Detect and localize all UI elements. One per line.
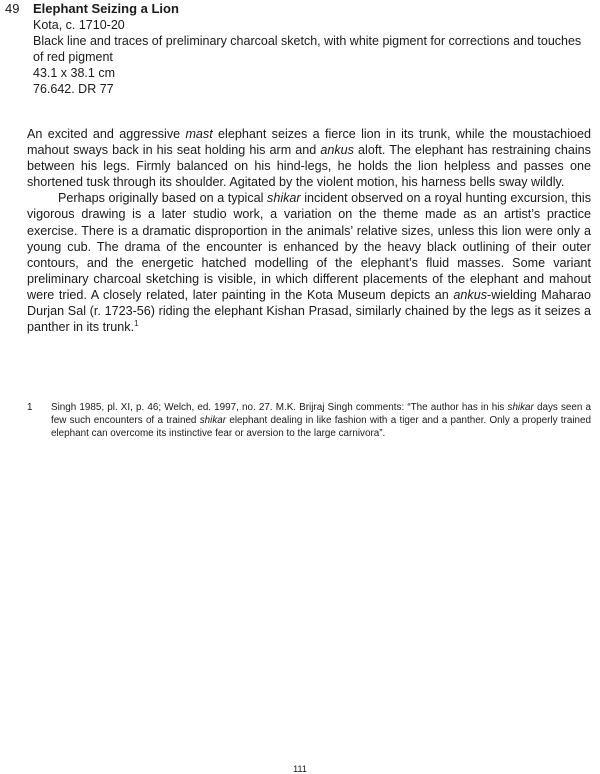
text-run: elephant dealing in like fashion with a tiger and a panther. Only a properly trained elephant can overcome its instinctive fear or aversion to the large carnivora”. bbox=[51, 415, 592, 439]
text-run: aloft. The elephant has restraining chains between his legs. Firmly balanced on his hind-legs, he holds the lion helpless and passes one shortened tusk through its shoulder. Agitated by the violent motion, his harness bells sway wildly. bbox=[27, 143, 591, 190]
page-number: 111 bbox=[293, 764, 307, 774]
entry-title: Elephant Seizing a Lion bbox=[33, 1, 179, 16]
entry-medium: Black line and traces of preliminary charcoal sketch, with white pigment for corrections and touches of red pigment bbox=[33, 34, 582, 64]
text-run: elephant seizes a fierce lion in its trunk, while the moustachioed mahout sways back in his seat holding his arm and bbox=[27, 127, 591, 158]
text-run: incident observed on a royal hunting excursion, this vigorous drawing is a later studio work, a variation on the theme made as an artist’s practice exercise. There is a dramatic disproportion in the animals’ relative sizes, unless this lion were only a young cub. The drama of the encounter is enhanced by the heavy black outlining of their outer contours, and the energetic hatched modelling of the elephant’s fluid masses. Some variant preliminary charcoal sketching is visible, in which different placements of the elephant and mahout were tried. A closely related, later painting in the Kota Museum depicts an bbox=[27, 191, 591, 302]
italic-term: shikar bbox=[507, 402, 534, 413]
italic-term: mast bbox=[185, 127, 213, 141]
italic-term: ankus bbox=[453, 287, 488, 302]
footnote-text bbox=[51, 401, 591, 440]
entry-body bbox=[27, 126, 591, 335]
italic-term: shikar bbox=[199, 415, 227, 426]
text-run: -wielding Maharao Durjan Sal (r. 1723-56) riding the elephant Kishan Prasad, similarly chained by the legs as it seizes a panther in its trunk. bbox=[27, 287, 592, 335]
text-run: An excited and aggressive bbox=[27, 127, 186, 141]
text-run: Singh 1985, pl. XI, p. 46; Welch, ed. 1997, no. 27. M.K. Brijraj Singh comments: “The author has in his bbox=[51, 402, 508, 413]
body-paragraph-1 bbox=[27, 126, 591, 190]
catalogue-number: 49 bbox=[5, 1, 20, 16]
italic-term: shikar bbox=[267, 191, 301, 206]
italic-term: ankus bbox=[320, 143, 354, 158]
entry-metadata bbox=[33, 1, 595, 97]
text-run: Perhaps originally based on a typical bbox=[58, 191, 268, 206]
text-run: days seen a few such encounters of a trained bbox=[51, 402, 591, 426]
entry-accession: 76.642. DR 77 bbox=[33, 82, 114, 96]
footnote-ref: 1 bbox=[134, 318, 139, 328]
entry-dimensions: 43.1 x 38.1 cm bbox=[33, 66, 115, 80]
footnote-number: 1 bbox=[27, 402, 33, 413]
entry-origin: Kota, c. 1710-20 bbox=[33, 18, 125, 32]
body-paragraph-2 bbox=[27, 190, 591, 335]
